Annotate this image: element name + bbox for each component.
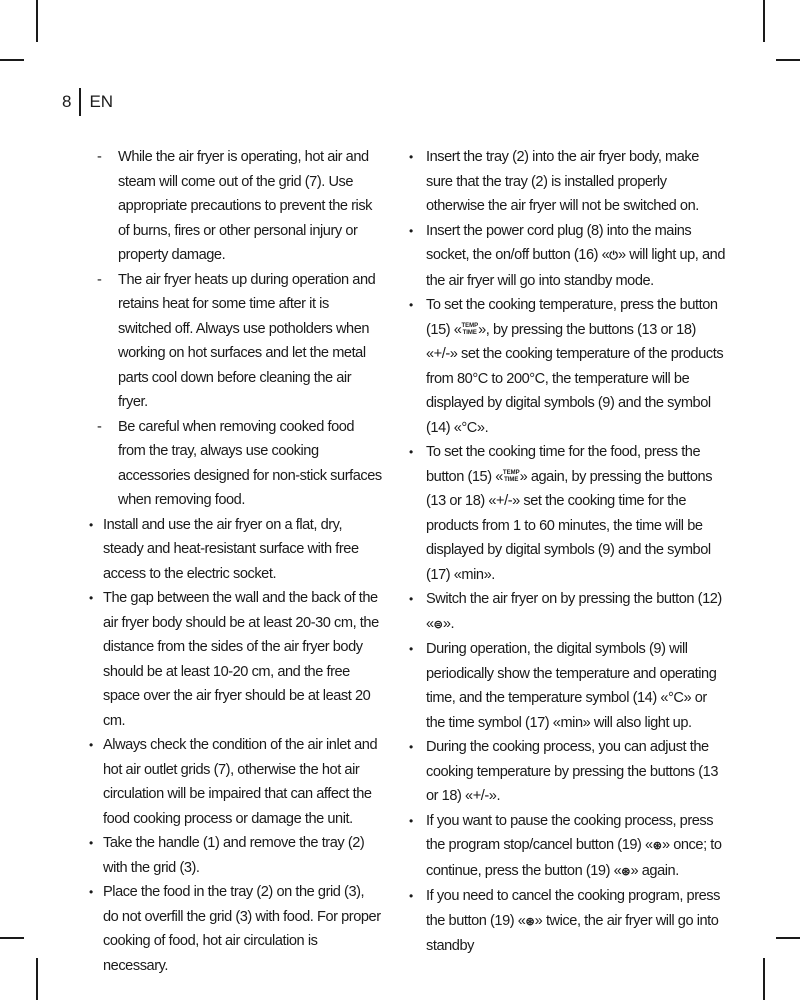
item-text: » twice, the air fryer will go into standby [426,912,719,954]
list-item [410,440,728,587]
bullet-marker: • [409,445,413,459]
crop-mark [0,59,24,61]
list-item [90,586,382,733]
list-item [410,145,728,219]
crop-mark [763,0,765,42]
crop-mark [0,937,24,939]
list-item [410,219,728,294]
item-text: To set the cooking time for the food, press the button (15) « [426,444,701,485]
item-text: Insert the tray (2) into the air fryer body, make sure that the tray (2) is installed properly otherwise the air fryer will not be switched on. [426,149,699,214]
dash-marker: - [97,418,102,435]
item-text: » again, by pressing the buttons (13 or 18) «+/-» set the cooking time for the products from 1 to 60 minutes, the time will be displayed by digital symbols (9) and the symbol (17) «min». [426,468,713,583]
item-text: If you want to pause the cooking process, press the program stop/cancel button (19) « [426,812,714,853]
language-label: EN [89,92,114,111]
dash-marker: - [97,271,102,288]
stop-cancel-icon: ⊛ [525,915,535,928]
list-item [90,880,382,978]
right-column [410,145,728,959]
item-text: Take the handle (1) and remove the tray (2) with the grid (3). [103,835,365,876]
crop-mark [36,958,38,1000]
crop-mark [36,0,38,42]
bullet-marker: • [409,740,413,754]
list-item [410,809,728,885]
bullet-marker: • [409,642,413,656]
item-text: During operation, the digital symbols (9) will periodically show the temperature and operating time, and the temperature symbol (14) «°C» or the time symbol (17) «min» will also light up. [426,641,717,731]
bullet-marker: • [89,738,93,752]
item-text: To set the cooking temperature, press the button (15) « [426,297,718,338]
item-text: » once; to continue, press the button (19) « [426,837,722,879]
bullet-marker: • [89,517,93,532]
page-number: 8 [62,92,72,111]
item-text: Always check the condition of the air inlet and hot air outlet grids (7), otherwise the hot air circulation will be impaired that can affect the food cooking process or damage the unit. [103,737,378,827]
temp-time-icon-top: TEMP [461,322,479,329]
list-item [410,884,728,959]
crop-mark [763,958,765,1000]
bullet-marker: • [89,836,93,850]
item-text: If you need to cancel the cooking program, press the button (19) « [426,888,720,929]
bullet-marker: • [409,889,413,903]
item-text: During the cooking process, you can adjust the cooking temperature by pressing the buttons (13 or 18) «+/-». [426,739,718,804]
item-text: Install and use the air fryer on a flat, dry, steady and heat-resistant surface with free access to the electric socket. [103,516,359,582]
stop-cancel-icon: ⊛ [621,865,631,878]
crop-mark [776,937,800,939]
list-item [410,293,728,440]
bullet-marker: • [409,298,413,312]
temp-time-icon-bottom: TIME [462,329,477,336]
bullet-marker: • [409,813,413,828]
temp-time-icon [503,470,520,484]
item-text: Be careful when removing cooked food from the tray, always use cooking accessories designed for non-stick surfaces when removing food. [118,418,382,508]
temp-time-icon-bottom: TIME [504,476,519,483]
left-column [90,145,382,978]
item-text: Switch the air fryer on by pressing the button (12) « [426,591,722,632]
list-item [95,415,382,513]
list-item [90,513,382,587]
crop-mark [776,59,800,61]
item-text: » again. [630,862,679,879]
item-text: ». [442,615,455,632]
temp-time-icon-top: TEMP [502,469,520,476]
bullet-marker: • [89,591,93,605]
bullet-marker: • [409,592,413,606]
item-text: The air fryer heats up during operation and retains heat for some time after it is switched off. Always use potholders when working on hot surfaces and let the metal parts cool down before cleaning the air fryer. [118,271,376,410]
list-item [410,637,728,735]
stop-cancel-icon: ⊛ [652,840,662,852]
list-item [95,268,382,415]
item-text: Place the food in the tray (2) on the grid (3), do not overfill the grid (3) with food. For proper cooking of food, hot air circulation is necessary. [103,884,381,974]
power-icon: ⏻ [609,250,618,262]
list-item [95,145,382,268]
dash-marker: - [97,149,102,165]
temp-time-icon [461,323,478,337]
bullet-marker: • [89,885,93,899]
item-text: Insert the power cord plug (8) into the mains socket, the on/off button (16) « [426,222,692,263]
item-text: The gap between the wall and the back of the air fryer body should be at least 20-30 cm, the distance from the sides of the air fryer body should be at least 10-20 cm, and the free space over the air fryer should be at least 20 cm. [103,590,379,729]
item-text: While the air fryer is operating, hot air and steam will come out of the grid (7). Use appropriate precautions to prevent the risk of burns, fires or other personal injury or property damage. [118,149,373,263]
page-header [62,88,113,116]
list-item [90,831,382,880]
bullet-marker: • [409,223,413,238]
item-text: », by pressing the buttons (13 or 18) «+/-» set the cooking temperature of the products from 80°C to 200°C, the temperature will be displayed by digital symbols (9) and the symbol (14) «°C». [426,321,724,436]
list-item [90,733,382,831]
cook-start-icon: ⊜ [433,618,443,631]
bullet-marker: • [409,150,413,164]
list-item [410,587,728,637]
list-item [410,735,728,809]
item-text: » will light up, and the air fryer will go into standby mode. [426,247,726,289]
